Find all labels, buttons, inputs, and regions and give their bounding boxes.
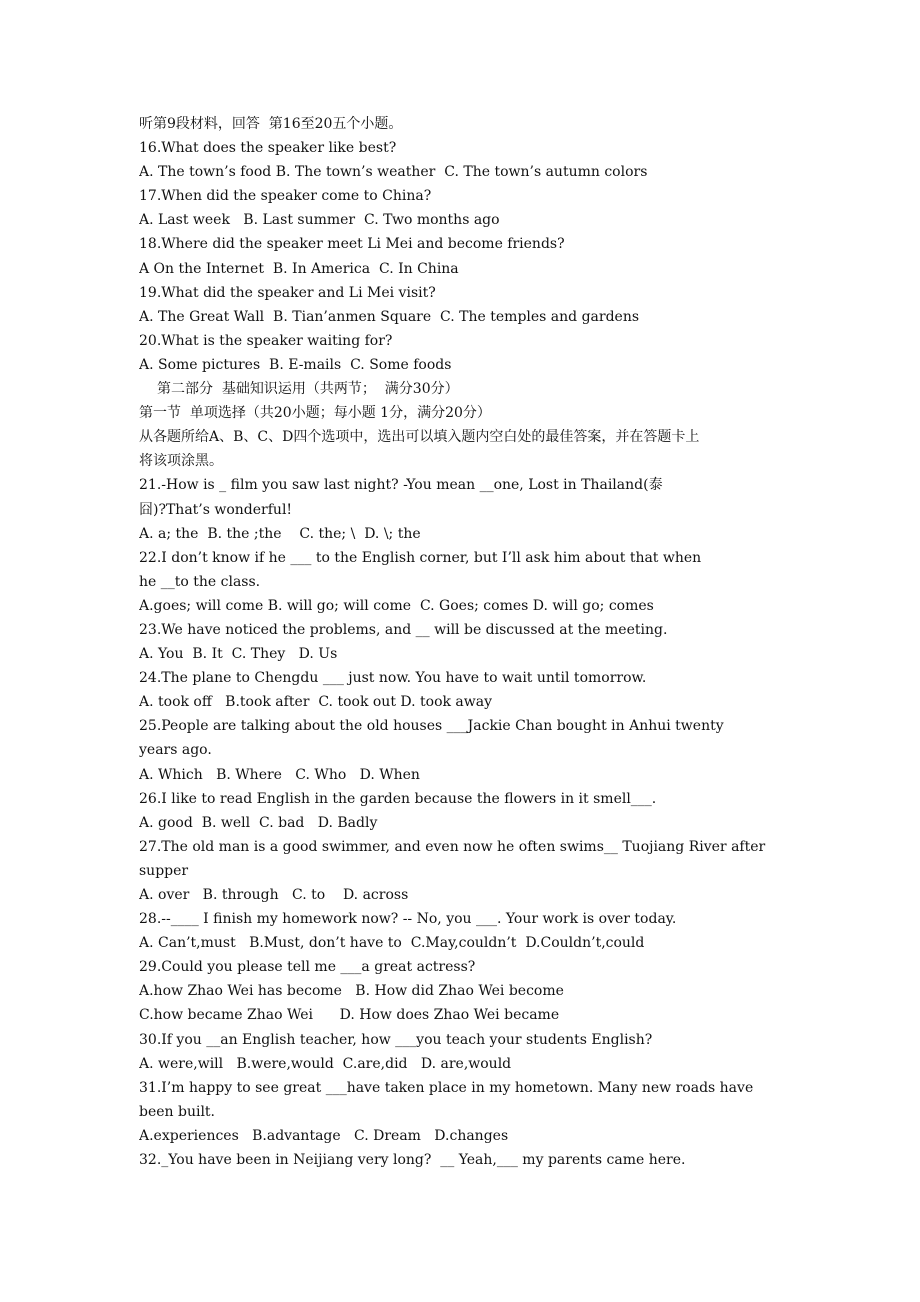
question-25-line-1: 25.People are talking about the old houses ___Jackie Chan bought in Anhui twenty xyxy=(139,718,724,735)
question-26: 26.I like to read English in the garden because the flowers in it smell___. xyxy=(139,790,657,807)
question-31-line-2: been built. xyxy=(139,1103,216,1120)
options-18: A On the Internet B. In America C. In China xyxy=(139,260,459,277)
question-31-line-1: 31.I’m happy to see great ___have taken place in my hometown. Many new roads have xyxy=(139,1079,754,1096)
options-24: A. took off B.took after C. took out D. took away xyxy=(139,694,493,711)
question-27-line-1: 27.The old man is a good swimmer, and even now he often swims__ Tuojiang River after xyxy=(139,838,766,855)
question-24: 24.The plane to Chengdu ___ just now. You have to wait until tomorrow. xyxy=(139,670,647,687)
question-25-line-2: years ago. xyxy=(139,742,212,759)
question-28: 28.--____ I finish my homework now? -- No, you ___. Your work is over today. xyxy=(139,911,677,928)
section-one-instruction-line-1: 从各题所给A、B、C、D四个选项中，选出可以填入题内空白处的最佳答案，并在答题卡上 xyxy=(139,429,700,446)
exam-page xyxy=(139,112,787,1172)
options-17: A. Last week B. Last summer C. Two months ago xyxy=(139,212,500,229)
options-29-line-2: C.how became Zhao Wei D. How does Zhao Wei became xyxy=(139,1007,560,1024)
options-27: A. over B. through C. to D. across xyxy=(139,887,409,903)
question-21-line-1: 21.-How is _ film you saw last night? -You mean __one, Lost in Thailand(泰 xyxy=(139,477,663,494)
options-22: A.goes; will come B. will go; will come C. Goes; comes D. will go; comes xyxy=(139,597,654,614)
options-23: A. You B. It C. They D. Us xyxy=(139,646,338,663)
options-21: A. a; the B. the ;the C. the; \ D. \; the xyxy=(139,525,421,542)
question-16: 16.What does the speaker like best? xyxy=(139,140,397,157)
question-22-line-1: 22.I don’t know if he ___ to the English corner, but I’ll ask him about that when xyxy=(139,549,702,566)
question-18: 18.Where did the speaker meet Li Mei and become friends? xyxy=(139,236,565,253)
section-instruction-listening: 听第9段材料，回答 第16至20五个小题。 xyxy=(139,116,403,132)
options-20: A. Some pictures B. E-mails C. Some foods xyxy=(139,356,452,373)
options-25: A. Which B. Where C. Who D. When xyxy=(139,766,420,783)
section-one-instruction-line-2: 将该项涂黑。 xyxy=(139,453,223,470)
question-21-line-2: 囧)?That’s wonderful! xyxy=(139,501,293,518)
question-32: 32._You have been in Neijiang very long? __ Yeah,___ my parents came here. xyxy=(139,1152,686,1169)
question-22-line-2: he __to the class. xyxy=(139,573,261,590)
question-19: 19.What did the speaker and Li Mei visit? xyxy=(139,284,436,301)
question-20: 20.What is the speaker waiting for? xyxy=(139,332,393,349)
question-23: 23.We have noticed the problems, and __ will be discussed at the meeting. xyxy=(139,621,668,638)
options-30: A. were,will B.were,would C.are,did D. are,would xyxy=(139,1055,512,1072)
options-26: A. good B. well C. bad D. Badly xyxy=(139,814,378,831)
options-19: A. The Great Wall B. Tian’anmen Square C. The temples and gardens xyxy=(139,308,640,325)
question-30: 30.If you __an English teacher, how ___you teach your students English? xyxy=(139,1031,653,1048)
options-29-line-1: A.how Zhao Wei has become B. How did Zhao Wei become xyxy=(139,983,564,1000)
options-16: A. The town’s food B. The town’s weather C. The town’s autumn colors xyxy=(139,164,648,181)
question-29: 29.Could you please tell me ___a great actress? xyxy=(139,959,476,976)
question-27-line-2: supper xyxy=(139,862,189,879)
section-one-heading: 第一节 单项选择（共20小题；每小题 1分，满分20分） xyxy=(139,405,491,422)
part-two-heading: 第二部分 基础知识运用（共两节； 满分30分） xyxy=(157,381,459,398)
question-17: 17.When did the speaker come to China? xyxy=(139,188,432,205)
options-28: A. Can’t,must B.Must, don’t have to C.May,couldn’t D.Couldn’t,could xyxy=(139,935,645,952)
options-31: A.experiences B.advantage C. Dream D.changes xyxy=(139,1127,509,1144)
